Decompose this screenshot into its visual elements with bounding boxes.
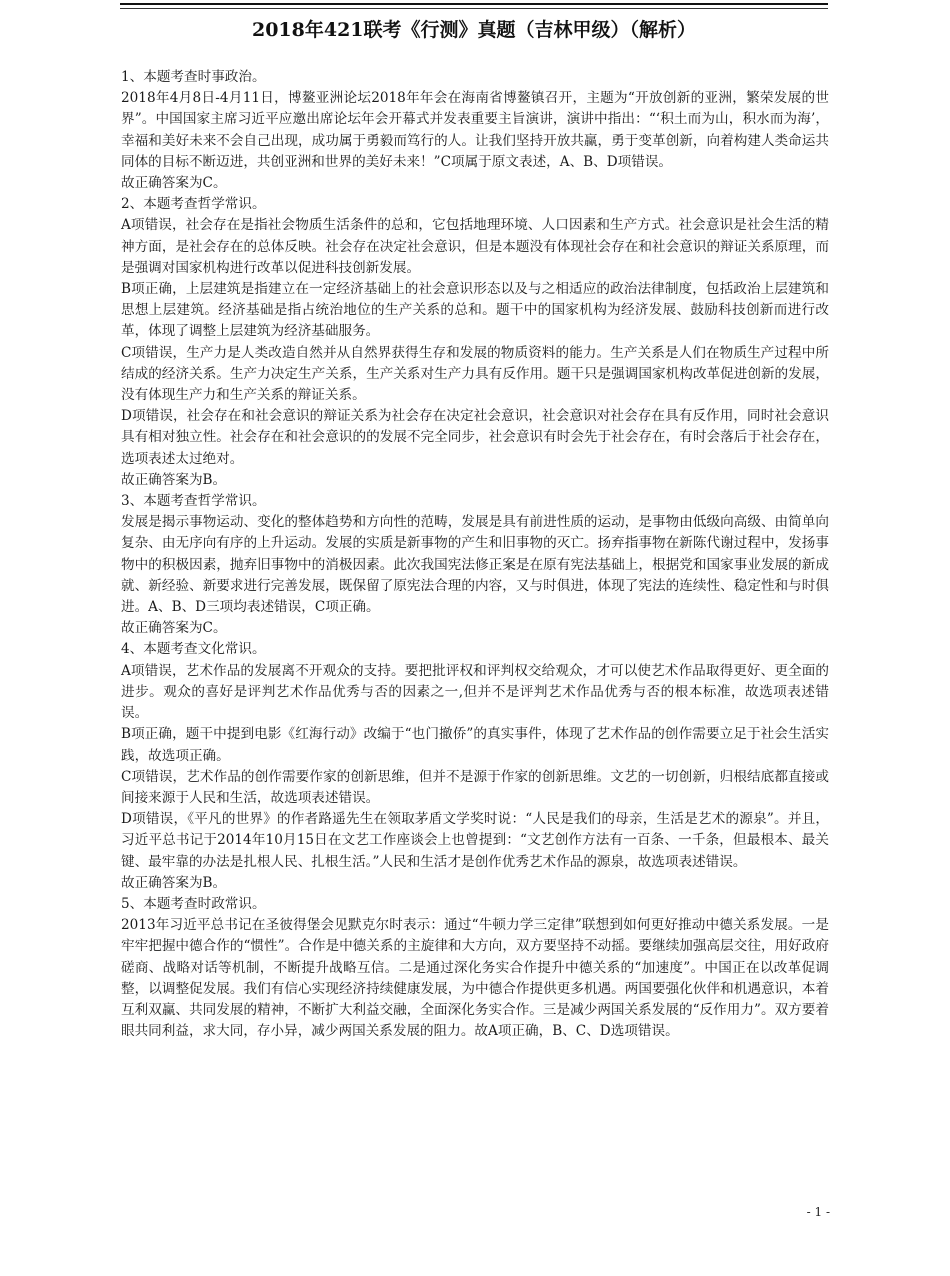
header-rule xyxy=(120,3,828,5)
document-body xyxy=(121,67,829,1042)
section-heading: 3、本题考查哲学常识。 xyxy=(121,493,266,510)
answer-line: 故正确答案为B。 xyxy=(121,471,227,488)
section-heading: 4、本题考查文化常识。 xyxy=(121,641,266,658)
section-heading: 5、本题考查时政常识。 xyxy=(121,895,266,912)
paragraph: 发展是揭示事物运动、变化的整体趋势和方向性的范畴，发展是具有前进性质的运动，是事物由低级向高级、由简单向复杂、由无序向有序的上升运动。发展的实质是新事物的产生和旧事物的灭亡。扬弃指事物在新陈代谢过程中，发扬事物中的积极因素，抛弃旧事物中的消极因素。此次我国宪法修正案是在原有宪法基础上，根据党和国家事业发展的新成就、新经验、新要求进行完善发展，既保留了原宪法合理的内容，又与时俱进，体现了宪法的连续性、稳定性和与时俱进。A、B、D三项均表述错误，C项正确。 xyxy=(121,514,829,616)
answer-line: 故正确答案为C。 xyxy=(121,175,227,192)
section-heading: 1、本题考查时事政治。 xyxy=(121,69,266,85)
section-heading: 2、本题考查哲学常识。 xyxy=(121,196,266,213)
paragraph: D项错误，《平凡的世界》的作者路遥先生在领取茅盾文学奖时说：“人民是我们的母亲，生活是艺术的源泉”。并且，习近平总书记于2014年10月15日在文艺工作座谈会上也曾提到：“文艺创作方法有一百条、一千条，但最根本、最关键、最牢靠的办法是扎根人民、扎根生活。”人民和生活才是创作优秀艺术作品的源泉，故选项表述错误。 xyxy=(121,811,829,870)
answer-line: 故正确答案为B。 xyxy=(121,874,227,891)
page-number: - 1 - xyxy=(806,1205,830,1219)
paragraph: B项正确，上层建筑是指建立在一定经济基础上的社会意识形态以及与之相适应的政治法律制度，包括政治上层建筑和思想上层建筑。经济基础是指占统治地位的生产关系的总和。题干中的国家机构为经济发展、鼓励科技创新而进行改革，体现了调整上层建筑为经济基础服务。 xyxy=(121,281,829,340)
paragraph: C项错误，生产力是人类改造自然并从自然界获得生存和发展的物质资料的能力。生产关系是人们在物质生产过程中所结成的经济关系。生产力决定生产关系，生产关系对生产力具有反作用。题干只是强调国家机构改革促进创新的发展，没有体现生产力和生产关系的辩证关系。 xyxy=(121,344,829,404)
paragraph: C项错误，艺术作品的创作需要作家的创新思维，但并不是源于作家的创新思维。文艺的一切创新，归根结底都直接或间接来源于人民和生活，故选项表述错误。 xyxy=(121,768,829,806)
answer-line: 故正确答案为C。 xyxy=(121,620,227,637)
paragraph: 2018年4月8日-4月11日，博鳌亚洲论坛2018年年会在海南省博鳌镇召开，主题为“开放创新的亚洲，繁荣发展的世界”。中国国家主席习近平应邀出席论坛年会开幕式并发表重要主旨演讲，演讲中指出：“‘积土而为山，积水而为海’，幸福和美好未来不会自己出现，成功属于勇毅而笃行的人。让我们坚持开放共赢，勇于变革创新，向着构建人类命运共同体的目标不断迈进，共创亚洲和世界的美好未来！”C项属于原文表述，A、B、D项错误。 xyxy=(121,90,829,170)
paragraph: D项错误，社会存在和社会意识的辩证关系为社会存在决定社会意识，社会意识对社会存在具有反作用，同时社会意识具有相对独立性。社会存在和社会意识的的发展不完全同步，社会意识有时会先于社会存在，有时会落后于社会存在，选项表述太过绝对。 xyxy=(121,408,829,467)
document-title: 2018年421联考《行测》真题（吉林甲级）（解析） xyxy=(251,19,697,41)
paragraph: A项错误，艺术作品的发展离不开观众的支持。要把批评权和评判权交给观众，才可以使艺术作品取得更好、更全面的进步。观众的喜好是评判艺术作品优秀与否的因素之一,但并不是评判艺术作品优秀与否的根本标准，故选项表述错误。 xyxy=(121,662,829,722)
paragraph: B项正确，题干中提到电影《红海行动》改编于“也门撤侨”的真实事件，体现了艺术作品的创作需要立足于社会生活实践，故选项正确。 xyxy=(121,726,829,764)
paragraph: A项错误，社会存在是指社会物质生活条件的总和，它包括地理环境、人口因素和生产方式。社会意识是社会生活的精神方面，是社会存在的总体反映。社会存在决定社会意识，但是本题没有体现社会存在和社会意识的辩证关系原理，而是强调对国家机构进行改革以促进科技创新发展。 xyxy=(121,217,829,276)
paragraph: 2013年习近平总书记在圣彼得堡会见默克尔时表示：通过“牛顿力学三定律”联想到如何更好推动中德关系发展。一是牢牢把握中德合作的“惯性”。合作是中德关系的主旋律和大方向，双方要坚持不动摇。要继续加强高层交往，用好政府磋商、战略对话等机制，不断提升战略互信。二是通过深化务实合作提升中德关系的“加速度”。中国正在以改革促调整，以调整促发展。我们有信心实现经济持续健康发展，为中德合作提供更多机遇。两国要强化伙伴和机遇意识，本着互利双赢、共同发展的精神，不断扩大利益交融，全面深化务实合作。三是减少两国关系发展的“反作用力”。双方要着眼共同利益，求大同，存小异，减少两国关系发展的阻力。故A项正确，B、C、D选项错误。 xyxy=(121,917,829,1040)
header-rule-thin xyxy=(120,8,828,9)
